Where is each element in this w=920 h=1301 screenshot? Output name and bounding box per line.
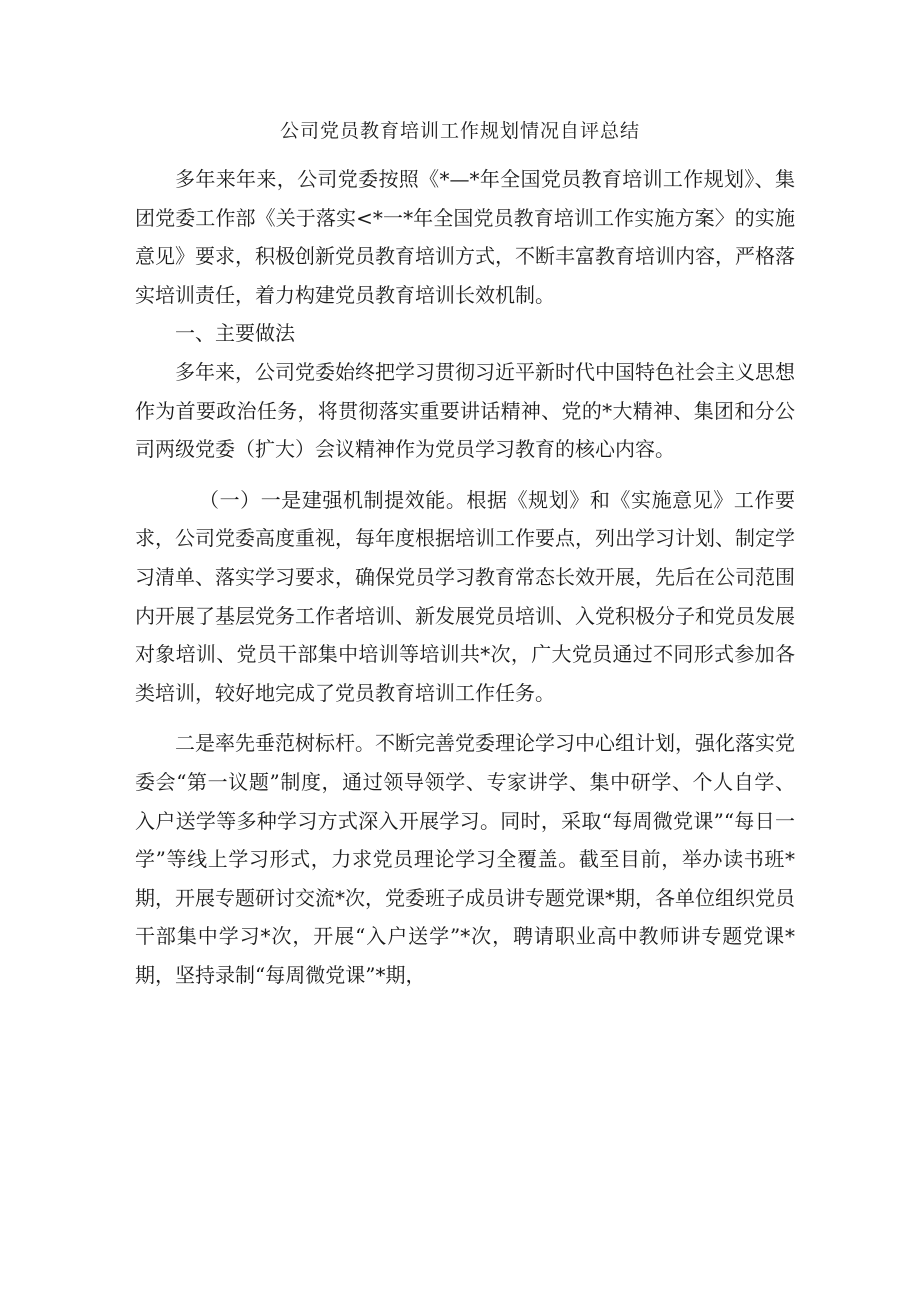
paragraph-benchmark: 二是率先垂范树标杆。不断完善党委理论学习中心组计划，强化落实党委会“第一议题”制度，通过领导领学、专家讲学、集中研学、个人自学、入户送学等多种学习方式深入开展学习。同时，采取“每周微党课”“每日一学”等线上学习形式，力求党员理论学习全覆盖。截至目前，举办读书班*期，开展专题研讨交流*次，党委班子成员讲专题党课*期，各单位组织党员干部集中学习*次，开展“入户送学”*次，聘请职业高中教师讲专题党课*期，坚持录制“每周微党课”*期， (135, 731, 795, 987)
paragraph-intro: 多年来年来，公司党委按照《*—*年全国党员教育培训工作规划》、集团党委工作部《关于落实<*一*年全国党员教育培训工作实施方案〉的实施意见》要求，积极创新党员教育培训方式，不断丰富教育培训内容，严格落实培训责任，着力构建党员教育培训长效机制。 (135, 167, 795, 307)
paragraph-mechanism: （一）一是建强机制提效能。根据《规划》和《实施意见》工作要求，公司党委高度重视，每年度根据培训工作要点，列出学习计划、制定学习清单、落实学习要求，确保党员学习教育常态长效开展，先后在公司范围内开展了基层党务工作者培训、新发展党员培训、入党积极分子和党员发展对象培训、党员干部集中培训等培训共*次，广大党员通过不同形式参加各类培训，较好地完成了党员教育培训工作任务。 (135, 487, 795, 705)
section-heading-main-practices: 一、主要做法 (175, 321, 295, 346)
document-title: 公司党员教育培训工作规划情况自评总结 (279, 120, 640, 142)
paragraph-overview: 多年来，公司党委始终把学习贯彻习近平新时代中国特色社会主义思想作为首要政治任务，将贯彻落实重要讲话精神、党的*大精神、集团和分公司两级党委（扩大）会议精神作为党员学习教育的核心内容。 (135, 359, 795, 462)
document-body (135, 160, 795, 994)
